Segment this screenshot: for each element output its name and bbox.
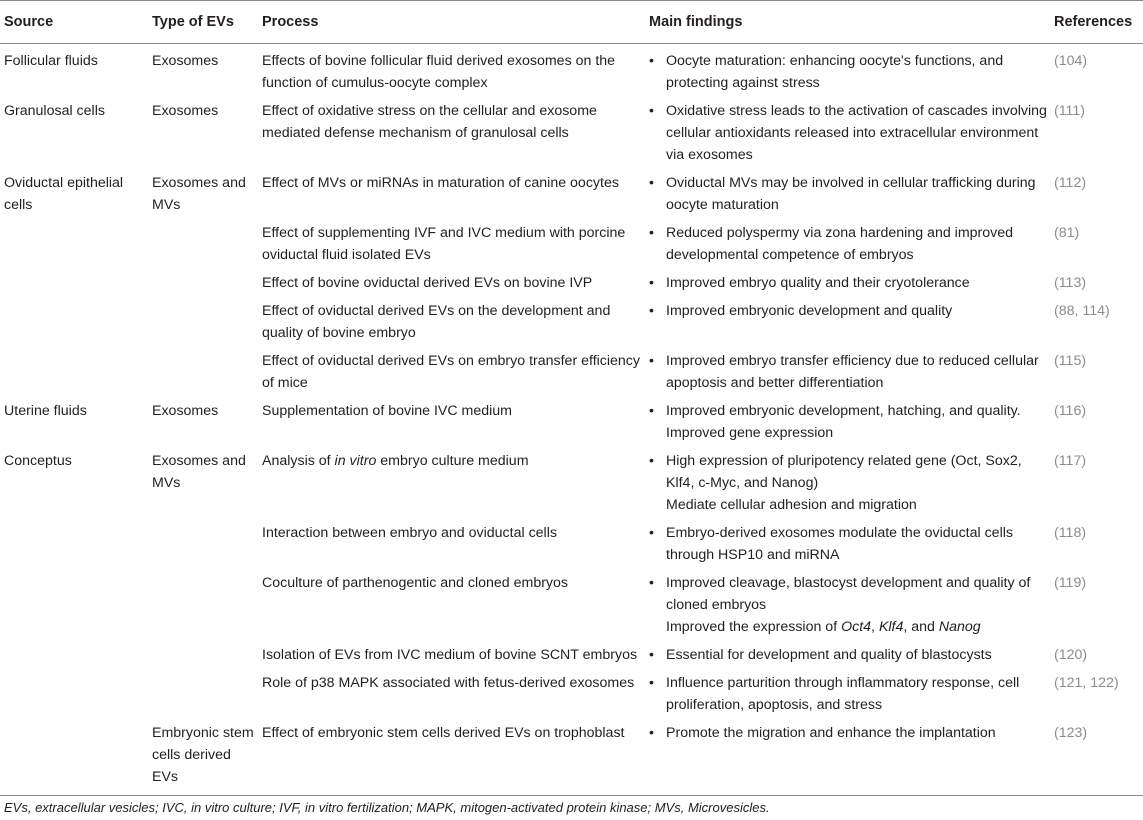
bullet: • [649, 725, 654, 741]
cell-finding [645, 638, 1050, 666]
finding-text: Essential for development and quality of blastocysts [666, 647, 992, 663]
table-row [0, 294, 1143, 344]
cell-finding [645, 266, 1050, 294]
cell-reference[interactable]: (118) [1054, 525, 1087, 541]
header-process: Process [258, 1, 645, 44]
finding-text: Improved embryonic development, hatching, and quality. Improved gene expression [666, 403, 1021, 441]
cell-source [0, 294, 140, 344]
extra-sep: , and [903, 619, 939, 635]
cell-type: Exosomes [152, 103, 219, 119]
cell-reference[interactable]: (104) [1054, 53, 1088, 69]
cell-reference[interactable]: (115) [1054, 353, 1087, 369]
cell-process: Effect of oxidative stress on the cellular and exosome mediated defense mechanism of granulosal cells [262, 103, 597, 141]
cell-source [0, 344, 140, 394]
cell-reference[interactable]: (112) [1054, 175, 1087, 191]
cell-reference[interactable]: (116) [1054, 403, 1087, 419]
header-type: Type of EVs [140, 1, 258, 44]
cell-type [140, 516, 258, 566]
cell-finding [645, 94, 1050, 166]
cell-source [0, 638, 140, 666]
cell-source [0, 516, 140, 566]
table-row [0, 566, 1143, 638]
cell-type [140, 294, 258, 344]
cell-finding [645, 394, 1050, 444]
cell-process: Effect of bovine oviductal derived EVs on bovine IVP [262, 275, 593, 291]
cell-process [258, 444, 645, 516]
cell-type [140, 344, 258, 394]
finding-text: Influence parturition through inflammatory response, cell proliferation, apoptosis, and stress [666, 675, 1020, 713]
table-row [0, 716, 1143, 796]
cell-type: Exosomes [152, 403, 219, 419]
header-findings: Main findings [645, 1, 1050, 44]
finding-text: Oxidative stress leads to the activation of cascades involving cellular antioxidants released into extracellular environment via exosomes [666, 103, 1047, 163]
cell-type: Embryonic stem cells derived EVs [140, 716, 258, 796]
cell-source [0, 716, 140, 796]
gene-oct4: Oct4 [841, 619, 872, 635]
bullet: • [649, 175, 654, 191]
cell-finding [645, 716, 1050, 796]
bullet: • [649, 675, 654, 691]
process-text-b: embryo culture medium [376, 453, 529, 469]
bullet: • [649, 453, 654, 469]
header-source: Source [0, 1, 140, 44]
cell-source: Conceptus [4, 453, 72, 469]
cell-finding [645, 216, 1050, 266]
cell-source [0, 666, 140, 716]
cell-reference[interactable]: (117) [1054, 453, 1087, 469]
cell-reference[interactable]: (120) [1054, 647, 1088, 663]
cell-process: Coculture of parthenogentic and cloned embryos [262, 575, 569, 591]
finding-text: Oviductal MVs may be involved in cellular trafficking during oocyte maturation [666, 175, 1036, 213]
finding-text: Improved embryo quality and their cryotolerance [666, 275, 970, 291]
cell-finding [645, 44, 1050, 95]
cell-process: Supplementation of bovine IVC medium [262, 403, 512, 419]
cell-finding [645, 666, 1050, 716]
cell-type [140, 666, 258, 716]
cell-process: Interaction between embryo and oviductal cells [262, 525, 557, 541]
bullet: • [649, 275, 654, 291]
finding-text: Improved embryonic development and quality [666, 303, 953, 319]
bullet: • [649, 575, 654, 591]
cell-finding [645, 444, 1050, 516]
bullet: • [649, 525, 654, 541]
table-row [0, 344, 1143, 394]
cell-source: Granulosal cells [4, 103, 105, 119]
table-header-row [0, 1, 1143, 44]
gene-klf4: Klf4 [878, 619, 904, 635]
cell-process: Role of p38 MAPK associated with fetus-derived exosomes [262, 675, 635, 691]
table-row [0, 166, 1143, 216]
finding-extra [649, 616, 1050, 638]
cell-type: Exosomes and MVs [152, 175, 246, 213]
finding-text: Improved embryo transfer efficiency due to reduced cellular apoptosis and better differentiation [666, 353, 1039, 391]
finding-text: Embryo-derived exosomes modulate the oviductal cells through HSP10 and miRNA [666, 525, 1013, 563]
table-row [0, 516, 1143, 566]
bullet: • [649, 303, 654, 319]
bullet: • [649, 403, 654, 419]
cell-finding [645, 166, 1050, 216]
table-row [0, 266, 1143, 294]
cell-process: Effect of supplementing IVF and IVC medium with porcine oviductal fluid isolated EVs [262, 225, 626, 263]
cell-process: Effect of embryonic stem cells derived EVs on trophoblast [258, 716, 645, 796]
cell-type [140, 216, 258, 266]
bullet: • [649, 353, 654, 369]
finding-text: Oocyte maturation: enhancing oocyte's functions, and protecting against stress [666, 53, 1004, 91]
table-row [0, 94, 1143, 166]
cell-process: Effect of oviductal derived EVs on embryo transfer efficiency of mice [262, 353, 640, 391]
process-text-italic: in vitro [334, 453, 377, 469]
cell-source: Oviductal epithelial cells [4, 175, 124, 213]
table-row [0, 44, 1143, 95]
finding-text: Promote the migration and enhance the implantation [666, 725, 996, 741]
finding-extra: Mediate cellular adhesion and migration [666, 497, 917, 513]
cell-finding [645, 344, 1050, 394]
process-text-a: Analysis of [262, 453, 335, 469]
extra-text: Improved the expression of [666, 619, 842, 635]
bullet: • [649, 225, 654, 241]
extra-sep: , [871, 619, 879, 635]
header-references: References [1050, 1, 1143, 44]
table-row [0, 444, 1143, 516]
table-row [0, 216, 1143, 266]
cell-type [140, 266, 258, 294]
cell-source [0, 266, 140, 294]
cell-reference[interactable]: (123) [1050, 716, 1143, 796]
finding-text: Reduced polyspermy via zona hardening and improved developmental competence of embryos [666, 225, 1014, 263]
cell-finding [645, 566, 1050, 638]
cell-type [140, 638, 258, 666]
cell-type: Exosomes [152, 53, 219, 69]
finding-text: High expression of pluripotency related gene (Oct, Sox2, Klf4, c-Myc, and Nanog) [666, 453, 1022, 491]
cell-reference[interactable]: (88, 114) [1054, 303, 1110, 319]
cell-source [0, 566, 140, 638]
bullet: • [649, 53, 654, 69]
cell-process: Isolation of EVs from IVC medium of bovine SCNT embryos [262, 647, 638, 663]
cell-reference[interactable]: (113) [1054, 275, 1087, 291]
cell-source: Follicular fluids [4, 53, 98, 69]
table-row [0, 394, 1143, 444]
cell-reference[interactable]: (111) [1054, 103, 1086, 119]
cell-reference[interactable]: (81) [1054, 225, 1080, 241]
cell-type [140, 566, 258, 638]
table-row [0, 666, 1143, 716]
cell-reference[interactable]: (119) [1054, 575, 1087, 591]
table-footnote: EVs, extracellular vesicles; IVC, in vitro culture; IVF, in vitro fertilization; MAPK, mitogen-activated protein kinase; MVs, Microvesicles. [4, 800, 770, 815]
bullet: • [649, 647, 654, 663]
cell-process: Effect of MVs or miRNAs in maturation of canine oocytes [262, 175, 619, 191]
cell-process: Effect of oviductal derived EVs on the development and quality of bovine embryo [262, 303, 611, 341]
cell-type: Exosomes and MVs [152, 453, 246, 491]
cell-source: Uterine fluids [4, 403, 87, 419]
cell-reference[interactable]: (121, 122) [1054, 675, 1119, 691]
cell-finding [645, 516, 1050, 566]
gene-nanog: Nanog [938, 619, 981, 635]
cell-source [0, 216, 140, 266]
finding-text: Improved cleavage, blastocyst development and quality of cloned embryos [666, 575, 1031, 613]
bullet: • [649, 103, 654, 119]
cell-finding [645, 294, 1050, 344]
table-row [0, 638, 1143, 666]
cell-process: Effects of bovine follicular fluid derived exosomes on the function of cumulus-oocyte complex [262, 53, 616, 91]
